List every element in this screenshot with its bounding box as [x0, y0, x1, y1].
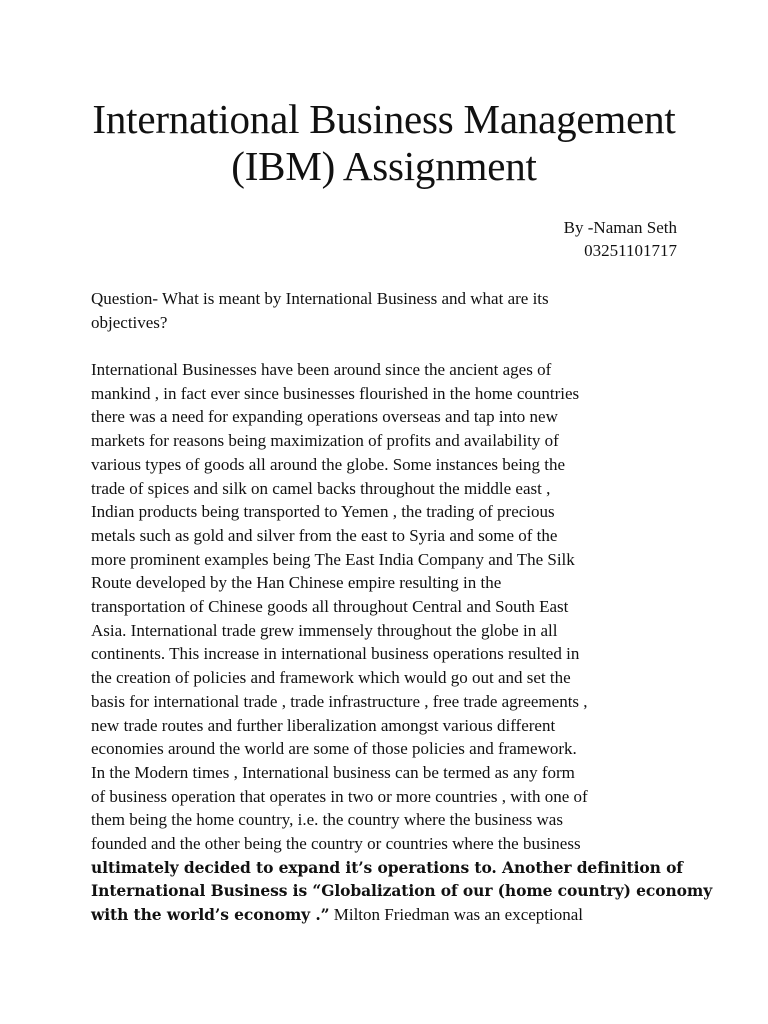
body-line: basis for international trade , trade infrastructure , free trade agreements ,: [91, 691, 588, 711]
body-line: economies around the world are some of those policies and framework.: [91, 739, 577, 759]
body-line: continents. This increase in international business operations resulted in: [91, 644, 580, 664]
body-line: new trade routes and further liberalization amongst various different: [91, 715, 556, 735]
student-id: 03251101717: [584, 241, 677, 260]
body-line-normal-segment: Milton Friedman was an exceptional: [329, 905, 584, 925]
body-line: markets for reasons being maximization of profits and availability of: [91, 431, 559, 451]
body-line: Route developed by the Han Chinese empire resulting in the: [91, 573, 502, 593]
body-line: In the Modern times , International business can be termed as any form: [91, 762, 575, 782]
body-line: there was a need for expanding operations overseas and tap into new: [91, 407, 558, 427]
body-line: of business operation that operates in two or more countries , with one of: [91, 786, 588, 806]
body-line: them being the home country, i.e. the country where the business was: [91, 810, 563, 830]
body-line-bold: ultimately decided to expand it’s operations to. Another definition of: [91, 857, 683, 877]
body-line: Asia. International trade grew immensely throughout the globe in all: [91, 620, 558, 640]
body-line: International Businesses have been around since the ancient ages of: [91, 360, 552, 379]
question-line-1: Question- What is meant by International Business and what are its: [91, 289, 549, 308]
body-line: more prominent examples being The East India Company and The Silk: [91, 549, 575, 569]
document-title: [60, 96, 708, 190]
body-line: various types of goods all around the globe. Some instances being the: [91, 454, 566, 474]
body-line: the creation of policies and framework which would go out and set the: [91, 668, 571, 688]
body-line: metals such as gold and silver from the east to Syria and some of the: [91, 525, 558, 545]
body-paragraph: [91, 358, 713, 927]
author-block: [564, 216, 677, 262]
question-paragraph: [91, 287, 691, 334]
title-line-1: International Business Management: [92, 96, 676, 142]
body-line-mixed: [91, 903, 691, 927]
body-line: Indian products being transported to Yemen , the trading of precious: [91, 502, 555, 522]
body-line-bold: International Business is “Globalization of our (home country) economy: [91, 881, 713, 901]
body-line: trade of spices and silk on camel backs throughout the middle east ,: [91, 478, 551, 498]
body-line-bold-segment: with the world’s economy .”: [91, 905, 330, 925]
title-line-2: (IBM) Assignment: [231, 143, 537, 189]
author-name: By -Naman Seth: [563, 218, 677, 237]
body-line: transportation of Chinese goods all throughout Central and South East: [91, 597, 569, 617]
body-line: founded and the other being the country or countries where the business: [91, 834, 581, 854]
body-line: mankind , in fact ever since businesses flourished in the home countries: [91, 383, 580, 403]
question-line-2: objectives?: [91, 312, 168, 332]
